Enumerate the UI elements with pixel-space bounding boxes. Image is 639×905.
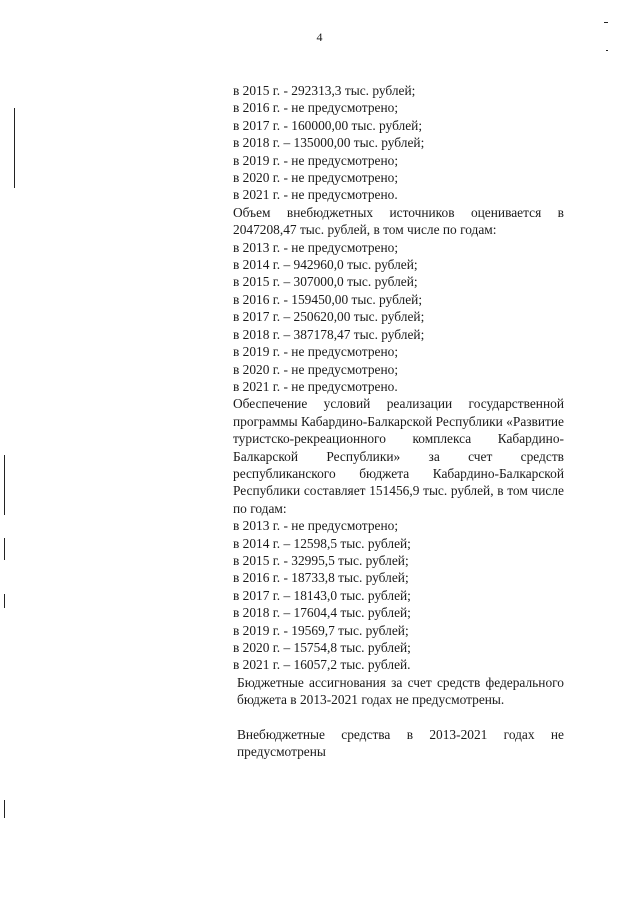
list-item: в 2021 г. - не предусмотрено. [233,378,398,394]
extrabudget-list [233,239,564,396]
list-item: в 2015 г. - 32995,5 тыс. рублей; [233,552,409,568]
extrabudget-paragraph: Объем внебюджетных источников оценивается в 2047208,47 тыс. рублей, в том числе по годам: [233,204,564,238]
list-item: в 2017 г. – 18143,0 тыс. рублей; [233,587,411,603]
list-item: в 2018 г. – 135000,00 тыс. рублей; [233,135,425,151]
list-item: в 2018 г. – 17604,4 тыс. рублей; [233,605,411,621]
list-item: в 2015 г. - 292313,3 тыс. рублей; [233,83,416,98]
scan-mark [4,800,5,818]
list-item: в 2014 г. – 942960,0 тыс. рублей; [233,257,418,273]
list-item: в 2016 г. - 18733,8 тыс. рублей; [233,570,409,586]
list-item: в 2020 г. – 15754,8 тыс. рублей; [233,640,411,655]
list-item: в 2015 г. – 307000,0 тыс. рублей; [233,274,418,290]
list-item: в 2019 г. - не предусмотрено; [233,152,399,168]
list-item: в 2016 г. - не предусмотрено; [233,100,399,116]
provision-paragraph: Обеспечение условий реализации государственной программы Кабардино-Балкарской Республики «Развитие туристско-рекреационного комплекса Кабардино-Балкарской Республики» за счет средств республиканского бюджета Кабардино-Балкарской Республики составляет 151456,9 тыс. рублей, в том числе по годам: [233,396,564,516]
scan-mark [4,455,5,515]
list-item: в 2021 г. – 16057,2 тыс. рублей. [233,657,411,673]
list-item: в 2021 г. - не предусмотрено. [233,187,398,203]
funding-list-part1 [233,82,564,204]
list-item: в 2017 г. - 160000,00 тыс. рублей; [233,117,423,133]
scan-mark [4,594,5,608]
scan-mark [14,108,15,188]
scan-mark [604,22,608,23]
nonbudget-paragraph: Внебюджетные средства в 2013-2021 годах не предусмотрены [237,726,564,760]
document-body [233,82,564,760]
page-number: 4 [316,30,323,44]
list-item: в 2020 г. - не предусмотрено; [233,361,399,377]
list-item: в 2013 г. - не предусмотрено; [233,518,399,534]
scan-mark [606,50,608,51]
federal-budget-paragraph: Бюджетные ассигнования за счет средств федерального бюджета в 2013-2021 годах не предусмотрены. [237,674,564,708]
list-item: в 2020 г. - не предусмотрено; [233,170,399,186]
list-item: в 2019 г. - не предусмотрено; [233,344,399,360]
republican-budget-list [233,517,564,674]
scan-mark [4,538,5,560]
paragraph-gap [233,709,564,726]
list-item: в 2019 г. - 19569,7 тыс. рублей; [233,622,409,638]
list-item: в 2017 г. – 250620,00 тыс. рублей; [233,309,425,325]
list-item: в 2018 г. – 387178,47 тыс. рублей; [233,326,425,342]
list-item: в 2014 г. – 12598,5 тыс. рублей; [233,535,411,551]
list-item: в 2016 г. - 159450,00 тыс. рублей; [233,291,423,307]
list-item: в 2013 г. - не предусмотрено; [233,239,399,255]
